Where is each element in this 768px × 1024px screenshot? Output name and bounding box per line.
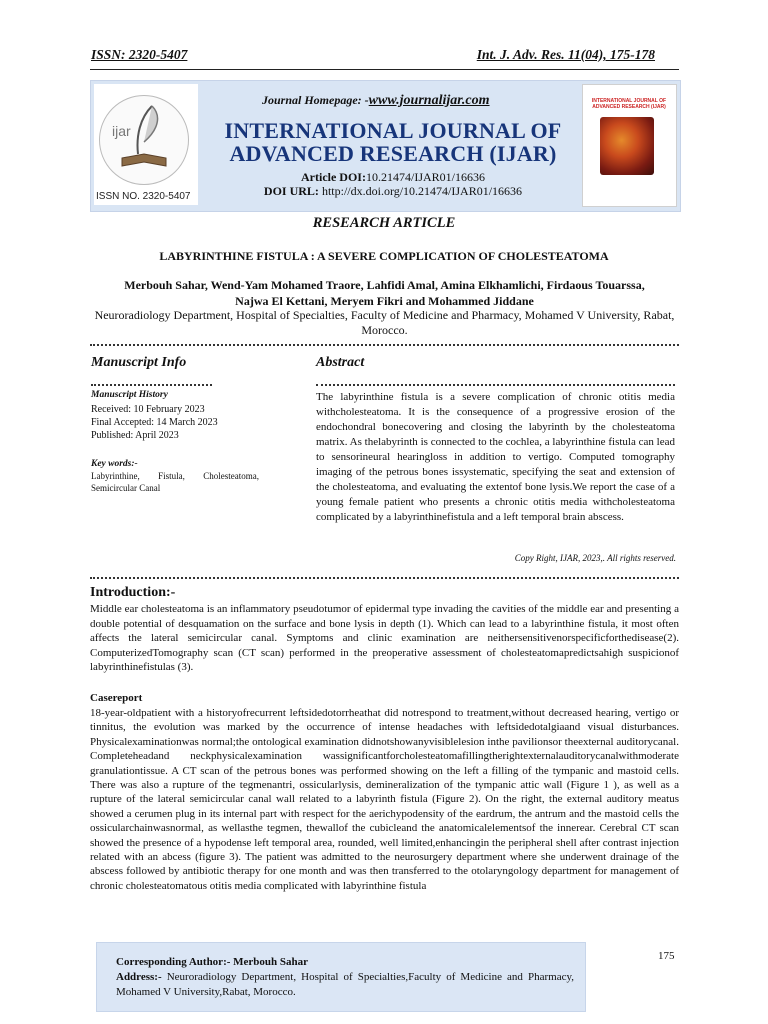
- introduction-text: Middle ear cholesteatoma is an inflammatory pseudotumor of epidermal type invading the cavities of the middle ear and presenting a double potential of desquamation on the surface and bone lysis in depth (1). Which can lead to a labyrinthine fistula, it most often affects the lateral semicircular canal. Symptoms and clinic examination are neithersensitivenorspecificforthedisease(2). ComputerizedTomography scan (CT scan) performed in the preoperative assessment of cholesteatomapredictsahigh suspicionof labyrinthinefistulas (3).: [90, 603, 679, 673]
- keywords-label: Key words:-: [91, 459, 138, 469]
- article-title: LABYRINTHINE FISTULA : A SEVERE COMPLICATION OF CHOLESTEATOMA: [159, 249, 609, 263]
- journal-homepage: [262, 93, 490, 109]
- keywords: Labyrinthine, Fistula, Cholesteatoma, Semicircular Canal: [91, 471, 259, 493]
- homepage-label: Journal Homepage: -: [262, 93, 369, 107]
- address-label: Address:-: [116, 971, 162, 983]
- abstract-text: The labyrinthine fistula is a severe complication of chronic otitis media withcholesteatoma. It is the consequence of a progressive erosion of the endochondral bonecovering and closing the labyrinth by the cholesteatoma matrix. As thelabyrinth is connected to the cochlea, a labyrinthine fistula can lead to sensorineural hearingloss in addition to vertigo. Computed tomography imaging of the petrous bones issystematic, specifying the seat and extension of the cholesteatoma, and evaluating the extentof bone lysis.We report the case of a young female patient who presents a chronic otitis media withcholesteatoma complicated by a labyrinthinefistula and a left temporal brain abscess.: [316, 391, 675, 523]
- doi-url-link[interactable]: http://dx.doi.org/10.21474/IJAR01/16636: [321, 184, 523, 198]
- dotted-divider: [90, 577, 679, 579]
- logo-issn: ISSN NO. 2320-5407: [96, 191, 191, 202]
- dotted-divider: [90, 344, 679, 346]
- running-header-issn: ISSN: 2320-5407: [91, 47, 188, 62]
- received-date: Received: 10 February 2023: [91, 404, 205, 415]
- page-number: 175: [658, 950, 675, 962]
- introduction-heading: Introduction:-: [90, 585, 176, 600]
- published-date: Published: April 2023: [91, 430, 179, 441]
- journal-title: [212, 119, 574, 165]
- corresponding-author-box: [96, 942, 586, 1012]
- article-doi: [212, 170, 574, 185]
- manuscript-info-heading: Manuscript Info: [91, 355, 187, 370]
- accepted-date: Final Accepted: 14 March 2023: [91, 417, 218, 428]
- affiliation: Neuroradiology Department, Hospital of Specialties, Faculty of Medicine and Pharmacy, Mohamed V University, Rabat, Morocco.: [94, 308, 675, 337]
- dotted-divider: [91, 384, 212, 386]
- dotted-divider: [316, 384, 675, 386]
- header-rule: [90, 69, 679, 70]
- cover-artwork: [600, 117, 654, 175]
- doi-url-label: DOI URL:: [263, 184, 319, 198]
- author-address: [116, 970, 574, 1000]
- address-text: Neuroradiology Department, Hospital of Specialties,Faculty of Medicine and Pharmacy, Mohamed V University,Rabat, Morocco.: [116, 971, 574, 998]
- case-report-heading: Casereport: [90, 692, 143, 704]
- copyright-notice: Copy Right, IJAR, 2023,. All rights reserved.: [514, 553, 676, 563]
- manuscript-history-label: Manuscript History: [91, 390, 168, 400]
- quill-book-icon: [100, 96, 188, 184]
- article-doi-label: Article DOI:: [301, 170, 366, 184]
- journal-title-line1: INTERNATIONAL JOURNAL OF: [224, 118, 562, 143]
- author-list: [90, 277, 679, 309]
- article-doi-value: 10.21474/IJAR01/16636: [365, 170, 485, 184]
- case-report-text: 18-year-oldpatient with a historyofrecurrent leftsidedotorrheathat did notrespond to treatment,without decreased hearing, vertigo or tinnitus, the evolution was marked by the occurrence of intense headaches with leftsidedotalgiaand visual disturbances. Physicalexaminationwas normal;the ontological examination didnotshowanyvisiblelesion inthe pavilionsor theexternal auditorycanal. Completeheadand neckphysicalexamination wassignificantforcholesteatomafillingtherightexternalauditorycanalwithmoderate granulationtissue. A CT scan of the petrous bones was performed showing on the left a filling of the tympanic and mastoid cells. There was also a rupture of the tegmenantri, ossicularlysis, demineralization of the tympanic attic wall (Figure 1 ), as well as a rupture of the lateral semicircular canal wall related to a labyrinth fistula (Figure 2). On the right, the external auditory meatus showed a cerumen plug in its internal part with respect for the aerichypodensity of the eardrum, the antrum and the mastoid cells the ossicularchainwasnormal, as wellasthe tegmen, thewallof the cubicleand the anatomicalelementsof the innerear. Cerebral CT scan showed the presence of a hypodense left temporal area, rounded, well limited,enhancingin the peripheral shell after contrast injection related with an abcess (figure 3). The patient was admitted to the neurosurgery department where she underwent drainage of the abscess followed by antibiotic therapy for one month and was then transferred to the otolaryngology department for management of chronic cholesteatomatous otitis media complicated with labyrinthine fistula: [90, 707, 679, 892]
- article-type: RESEARCH ARTICLE: [312, 215, 456, 231]
- journal-title-line2: ADVANCED RESEARCH (IJAR): [229, 141, 557, 166]
- doi-url: [212, 184, 574, 199]
- corresponding-author: Corresponding Author:- Merbouh Sahar: [116, 956, 309, 968]
- logo-text: ijar: [112, 123, 131, 139]
- cover-title: INTERNATIONAL JOURNAL OF ADVANCED RESEARCH (IJAR): [591, 98, 667, 110]
- abstract-heading: Abstract: [316, 355, 365, 370]
- homepage-link[interactable]: www.journalijar.com: [368, 93, 490, 108]
- authors-line1: Merbouh Sahar, Wend-Yam Mohamed Traore, Lahfidi Amal, Amina Elkhamlichi, Firdaous Touarssa,: [124, 278, 645, 292]
- authors-line2: Najwa El Kettani, Meryem Fikri and Mohammed Jiddane: [235, 294, 534, 308]
- logo-emblem: [99, 95, 189, 185]
- running-header-citation: Int. J. Adv. Res. 11(04), 175-178: [476, 47, 655, 62]
